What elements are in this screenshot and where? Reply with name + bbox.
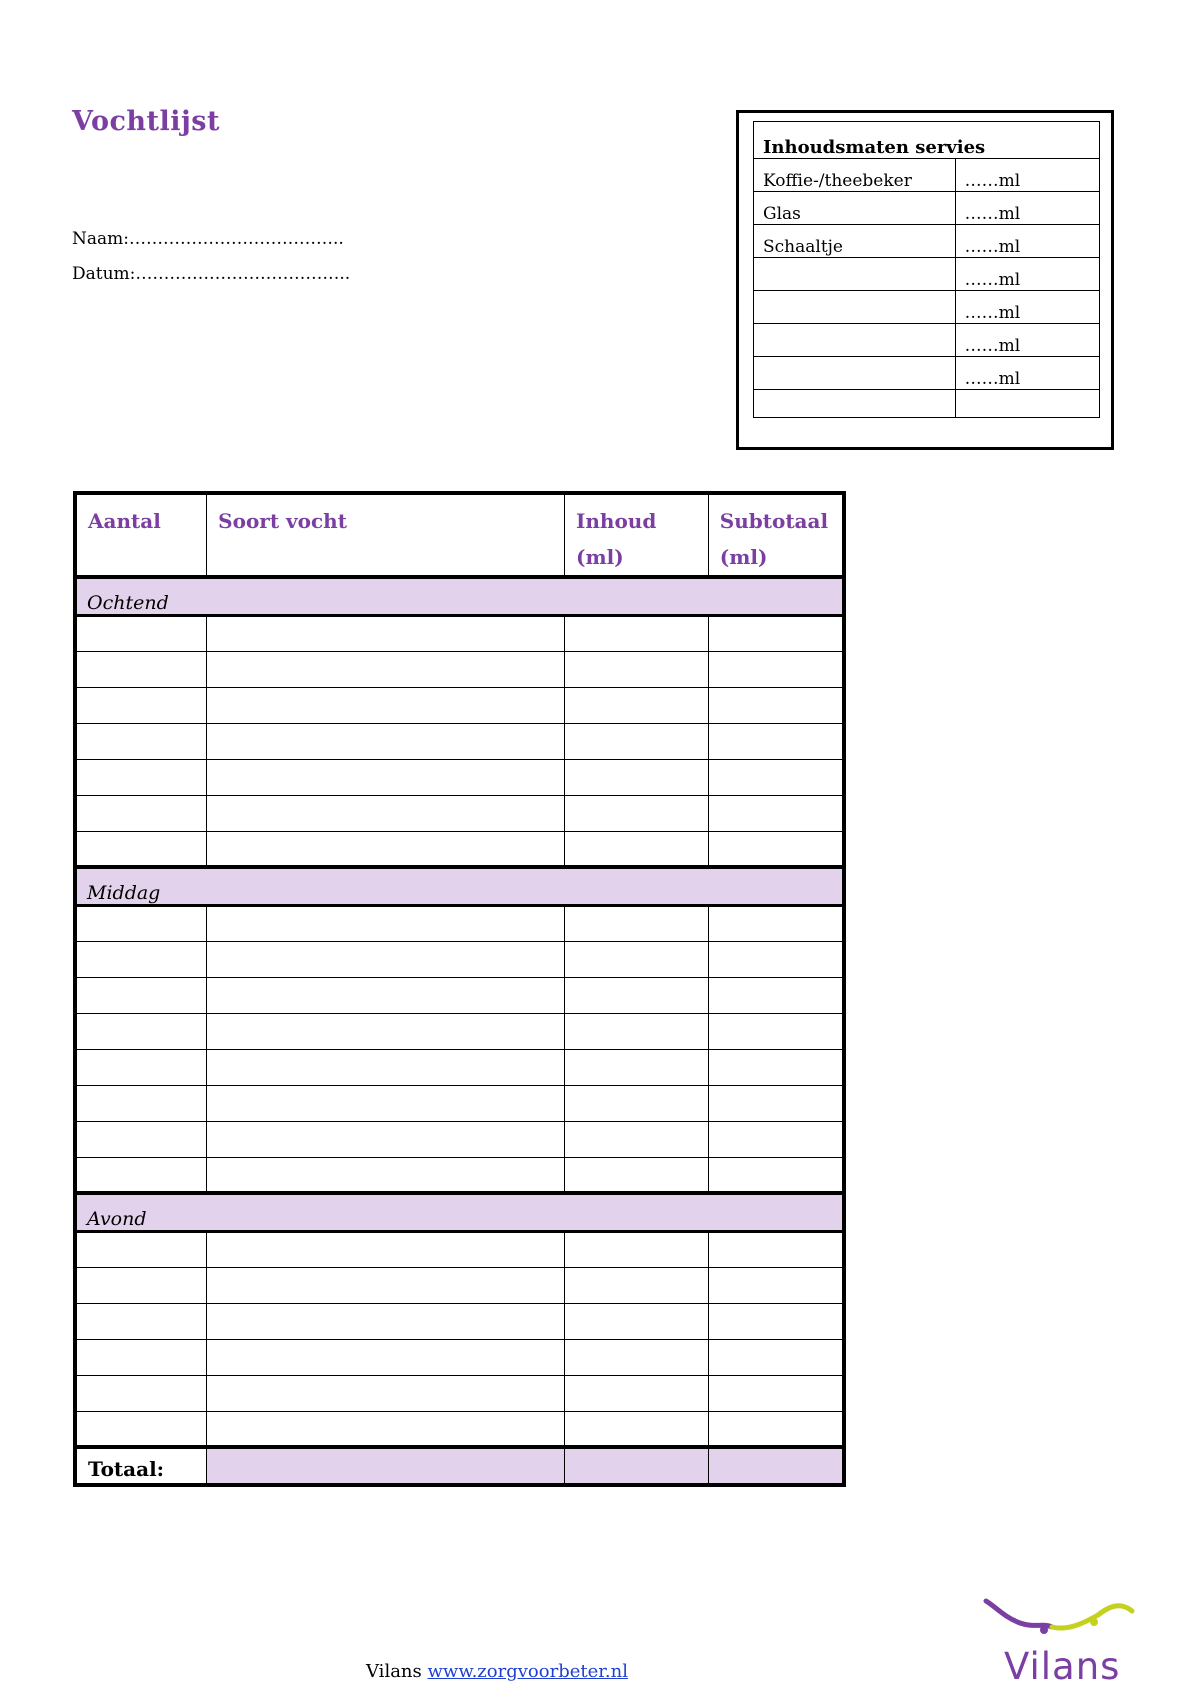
table-row (75, 651, 844, 687)
servies-amount[interactable]: ……ml (955, 192, 1099, 225)
table-row (75, 1013, 844, 1049)
footer-link[interactable]: www.zorgvoorbeter.nl (427, 1661, 628, 1682)
inhoud-cell[interactable] (565, 1303, 709, 1339)
aantal-cell[interactable] (75, 1085, 207, 1121)
subtotaal-cell[interactable] (708, 905, 844, 941)
servies-item[interactable] (754, 357, 956, 390)
subtotaal-cell[interactable] (708, 1085, 844, 1121)
soort-vocht-cell[interactable] (207, 905, 565, 941)
inhoud-cell[interactable] (565, 1411, 709, 1447)
aantal-cell[interactable] (75, 1049, 207, 1085)
section-row (75, 1193, 844, 1231)
naam-field[interactable]: Naam:……………………………….. (72, 229, 344, 249)
aantal-cell[interactable] (75, 723, 207, 759)
servies-item[interactable] (754, 291, 956, 324)
soort-vocht-cell[interactable] (207, 1375, 565, 1411)
soort-vocht-cell[interactable] (207, 1121, 565, 1157)
inhoud-cell[interactable] (565, 1231, 709, 1267)
soort-vocht-cell[interactable] (207, 795, 565, 831)
aantal-cell[interactable] (75, 1411, 207, 1447)
soort-vocht-cell[interactable] (207, 723, 565, 759)
table-row (75, 941, 844, 977)
aantal-cell[interactable] (75, 1303, 207, 1339)
aantal-cell[interactable] (75, 905, 207, 941)
soort-vocht-cell[interactable] (207, 759, 565, 795)
servies-item[interactable] (754, 324, 956, 357)
inhoud-cell[interactable] (565, 687, 709, 723)
aantal-cell[interactable] (75, 795, 207, 831)
table-row (75, 1303, 844, 1339)
subtotaal-cell[interactable] (708, 615, 844, 651)
servies-item[interactable]: Schaaltje (754, 225, 956, 258)
inhoud-cell[interactable] (565, 941, 709, 977)
soort-vocht-cell[interactable] (207, 1339, 565, 1375)
soort-vocht-cell[interactable] (207, 1013, 565, 1049)
subtotaal-cell[interactable] (708, 1303, 844, 1339)
inhoud-cell[interactable] (565, 615, 709, 651)
inhoud-cell[interactable] (565, 1121, 709, 1157)
table-row (75, 615, 844, 651)
footer-org: Vilans (366, 1661, 422, 1682)
servies-amount[interactable]: ……ml (955, 258, 1099, 291)
aantal-cell[interactable] (75, 615, 207, 651)
subtotaal-cell[interactable] (708, 977, 844, 1013)
form-fields (72, 222, 350, 292)
inhoud-cell[interactable] (565, 795, 709, 831)
table-row (75, 687, 844, 723)
aantal-cell[interactable] (75, 1231, 207, 1267)
soort-vocht-cell[interactable] (207, 941, 565, 977)
servies-amount[interactable] (955, 390, 1099, 418)
table-row (75, 831, 844, 867)
table-header-row (75, 493, 844, 577)
subtotaal-cell[interactable] (708, 1049, 844, 1085)
subtotaal-cell[interactable] (708, 831, 844, 867)
inhoud-cell[interactable] (565, 1049, 709, 1085)
inhoud-cell[interactable] (565, 977, 709, 1013)
aantal-cell[interactable] (75, 1013, 207, 1049)
soort-vocht-cell[interactable] (207, 1049, 565, 1085)
aantal-cell[interactable] (75, 759, 207, 795)
servies-amount[interactable]: ……ml (955, 324, 1099, 357)
total-label: Totaal: (75, 1447, 207, 1485)
servies-amount[interactable]: ……ml (955, 159, 1099, 192)
servies-amount[interactable]: ……ml (955, 225, 1099, 258)
section-row (75, 577, 844, 615)
datum-field[interactable]: Datum:……………………………….. (72, 264, 351, 284)
inhoud-cell[interactable] (565, 1339, 709, 1375)
total-soort-cell[interactable] (207, 1447, 565, 1485)
inhoud-cell[interactable] (565, 651, 709, 687)
servies-amount[interactable]: ……ml (955, 291, 1099, 324)
inhoud-cell[interactable] (565, 759, 709, 795)
logo-green-dot (1090, 1618, 1098, 1626)
soort-vocht-cell[interactable] (207, 977, 565, 1013)
soort-vocht-cell[interactable] (207, 1303, 565, 1339)
table-row (75, 1157, 844, 1193)
section-row (75, 867, 844, 905)
table-row (75, 1049, 844, 1085)
table-row (75, 723, 844, 759)
table-row (75, 795, 844, 831)
table-row (75, 1339, 844, 1375)
subtotaal-cell[interactable] (708, 1157, 844, 1193)
page-title: Vochtlijst (72, 106, 220, 137)
section-label: Middag (75, 867, 844, 905)
inhoud-cell[interactable] (565, 831, 709, 867)
inhoud-cell[interactable] (565, 1085, 709, 1121)
table-row (75, 977, 844, 1013)
table-row (75, 1121, 844, 1157)
inhoud-cell[interactable] (565, 723, 709, 759)
subtotaal-cell[interactable] (708, 759, 844, 795)
table-row (75, 1411, 844, 1447)
servies-box (736, 110, 1114, 450)
servies-amount[interactable]: ……ml (955, 357, 1099, 390)
aantal-cell[interactable] (75, 1267, 207, 1303)
servies-heading: Inhoudsmaten servies (754, 122, 1100, 159)
table-row (75, 905, 844, 941)
total-subtotaal-cell[interactable] (708, 1447, 844, 1485)
total-inhoud-cell[interactable] (565, 1447, 709, 1485)
table-body (75, 577, 844, 1485)
logo-purple-swoosh (986, 1601, 1052, 1627)
fluid-intake-table (73, 491, 846, 1487)
inhoud-cell[interactable] (565, 1375, 709, 1411)
subtotaal-cell[interactable] (708, 723, 844, 759)
soort-vocht-cell[interactable] (207, 1085, 565, 1121)
section-label: Ochtend (75, 577, 844, 615)
subtotaal-cell[interactable] (708, 1339, 844, 1375)
subtotaal-cell[interactable] (708, 651, 844, 687)
subtotaal-cell[interactable] (708, 1231, 844, 1267)
table-row (75, 1231, 844, 1267)
soort-vocht-cell[interactable] (207, 651, 565, 687)
aantal-cell[interactable] (75, 941, 207, 977)
header-aantal: Aantal (75, 493, 207, 577)
table-row (75, 1375, 844, 1411)
soort-vocht-cell[interactable] (207, 615, 565, 651)
subtotaal-cell[interactable] (708, 1411, 844, 1447)
soort-vocht-cell[interactable] (207, 1267, 565, 1303)
aantal-cell[interactable] (75, 687, 207, 723)
aantal-cell[interactable] (75, 831, 207, 867)
total-row (75, 1447, 844, 1485)
logo-purple-dot (1040, 1626, 1048, 1634)
header-inhoud: Inhoud (ml) (565, 493, 709, 577)
servies-table (753, 121, 1100, 418)
inhoud-cell[interactable] (565, 905, 709, 941)
inhoud-cell[interactable] (565, 1157, 709, 1193)
soort-vocht-cell[interactable] (207, 831, 565, 867)
servies-item[interactable] (754, 258, 956, 291)
subtotaal-cell[interactable] (708, 1267, 844, 1303)
soort-vocht-cell[interactable] (207, 687, 565, 723)
table-row (75, 1267, 844, 1303)
logo-text: Vilans (1004, 1645, 1121, 1688)
aantal-cell[interactable] (75, 1339, 207, 1375)
header-subtotaal: Subtotaal (ml) (708, 493, 844, 577)
servies-item[interactable]: Glas (754, 192, 956, 225)
table-row (75, 1085, 844, 1121)
aantal-cell[interactable] (75, 1157, 207, 1193)
footer (366, 1661, 628, 1682)
aantal-cell[interactable] (75, 651, 207, 687)
aantal-cell[interactable] (75, 1121, 207, 1157)
inhoud-cell[interactable] (565, 1013, 709, 1049)
section-label: Avond (75, 1193, 844, 1231)
header-soort-vocht: Soort vocht (207, 493, 565, 577)
subtotaal-cell[interactable] (708, 1375, 844, 1411)
subtotaal-cell[interactable] (708, 795, 844, 831)
servies-item[interactable] (754, 390, 956, 418)
aantal-cell[interactable] (75, 1375, 207, 1411)
subtotaal-cell[interactable] (708, 1013, 844, 1049)
servies-item[interactable]: Koffie-/theebeker (754, 159, 956, 192)
subtotaal-cell[interactable] (708, 1121, 844, 1157)
soort-vocht-cell[interactable] (207, 1157, 565, 1193)
subtotaal-cell[interactable] (708, 941, 844, 977)
aantal-cell[interactable] (75, 977, 207, 1013)
soort-vocht-cell[interactable] (207, 1231, 565, 1267)
subtotaal-cell[interactable] (708, 687, 844, 723)
inhoud-cell[interactable] (565, 1267, 709, 1303)
table-row (75, 759, 844, 795)
soort-vocht-cell[interactable] (207, 1411, 565, 1447)
